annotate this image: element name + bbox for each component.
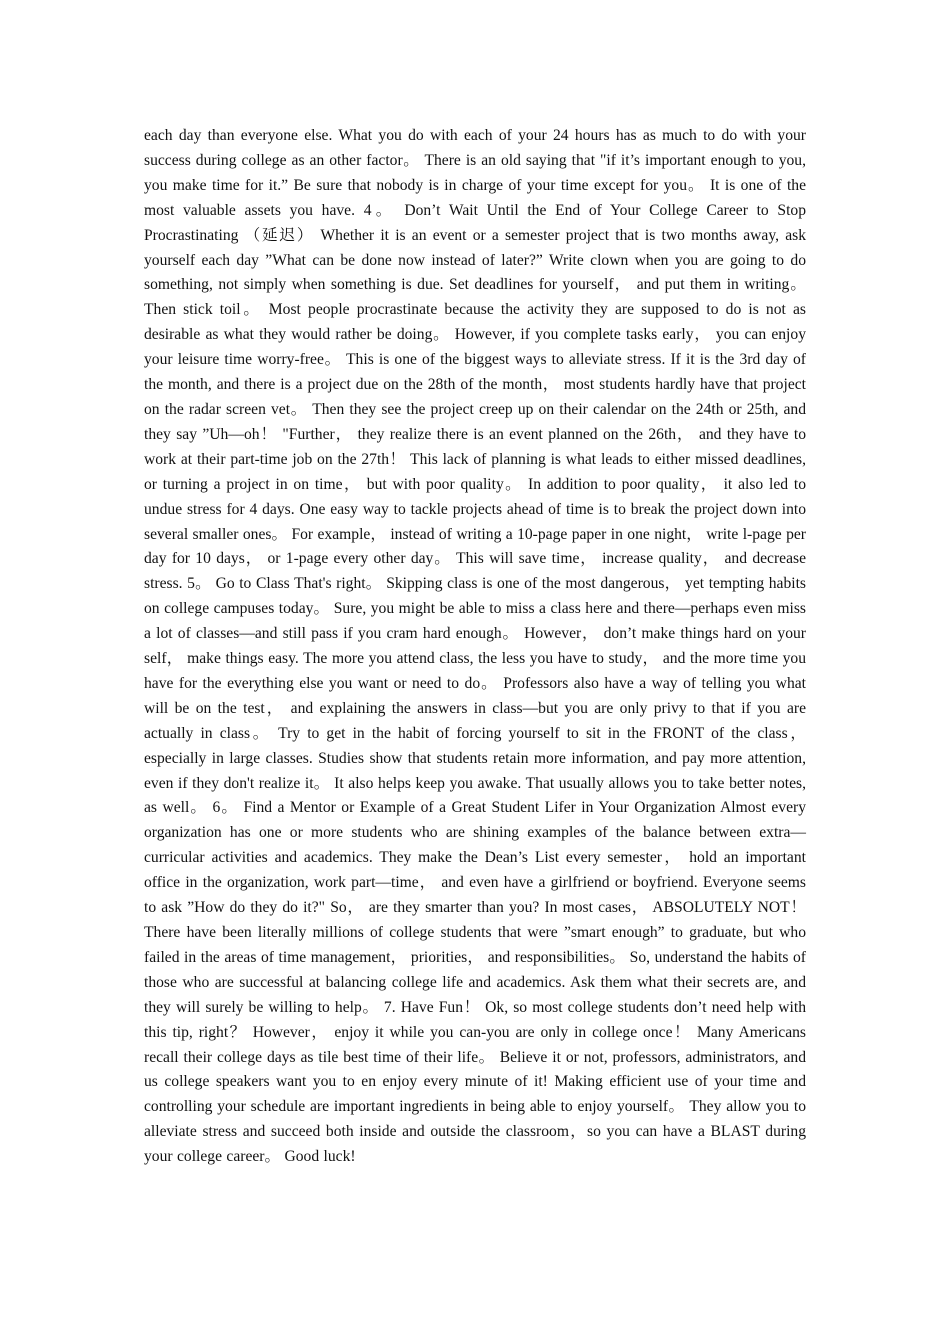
body-paragraph: each day than everyone else. What you do with each of your 24 hours has as much to do with your success during college as an other factor。 There is an old saying that "if it’s important enough to you, you make time for it.” Be sure that nobody is in charge of your time except for you。 It is one of the most valuable assets you have. 4。 Don’t Wait Until the End of Your College Career to Stop Procrastinating （延迟） Whether it is an event or a semester project that is two months away, ask yourself each day ”What can be done now instead of later?” Write clown when you are going to do something, not simply when something is due. Set deadlines for yourself， and put them in writing。 Then stick toil。 Most people procrastinate because the activity they are supposed to do is not as desirable as what they would rather be doing。 However, if you complete tasks early， you can enjoy your leisure time worry-free。 This is one of the biggest ways to alleviate stress. If it is the 3rd day of the month, and there is a project due on the 28th of the month， most students hardly have that project on the radar screen vet。 Then they see the project creep up on their calendar on the 24th or 25th, and they say ”Uh—oh！ "Further， they realize there is an event planned on the 26th， and they have to work at their part-time job on the 27th！ This lack of planning is what leads to either missed deadlines, or turning a project in on time， but with poor quality。 In addition to poor quality， it also led to undue stress for 4 days. One easy way to tackle projects ahead of time is to break the project down into several smaller ones。 For example， instead of writing a 10-page paper in one night， write l-page per day for 10 days， or 1-page every other day。 This will save time， increase quality， and decrease stress. 5。 Go to Class That's right。 Skipping class is one of the most dangerous， yet tempting habits on college campuses today。 Sure, you might be able to miss a class here and there—perhaps even miss a lot of classes—and still pass if you cram hard enough。 However， don’t make things hard on your self， make things easy. The more you attend class, the less you have to study， and the more time you have for the everything else you want or need to do。 Professors also have a way of telling you what will be on the test， and explaining the answers in class—but you are only privy to that if you are actually in class。 Try to get in the habit of forcing yourself to sit in the FRONT of the class， especially in large classes. Studies show that students retain more information, and pay more attention, even if they don't realize it。 It also helps keep you awake. That usually allows you to take better notes, as well。 6。 Find a Mentor or Example of a Great Student Lifer in Your Organization Almost every organization has one or more students who are shining examples of the balance between extra—curricular activities and academics. They make the Dean’s List every semester， hold an important office in the organization, work part—time， and even have a girlfriend or boyfriend. Everyone seems to ask ”How do they do it?" So， are they smarter than you? In most cases， ABSOLUTELY NOT！ There have been literally millions of college students that were ”smart enough” to graduate, but who failed in the areas of time management， priorities， and responsibilities。 So, understand the habits of those who are successful at balancing college life and academics. Ask them what their secrets are, and they will surely be willing to help。 7. Have Fun！ Ok, so most college students don’t need help with this tip, right？ However， enjoy it while you can-you are only in college once！ Many Americans recall their college days as tile best time of their life。 Believe it or not, professors, administrators, and us college speakers want you to en enjoy every minute of it! Making efficient use of your time and controlling your schedule are important ingredients in being able to enjoy yourself。 They allow you to alleviate stress and succeed both inside and outside the classroom，so you can have a BLAST during your college career。 Good luck!: [144, 127, 806, 1166]
